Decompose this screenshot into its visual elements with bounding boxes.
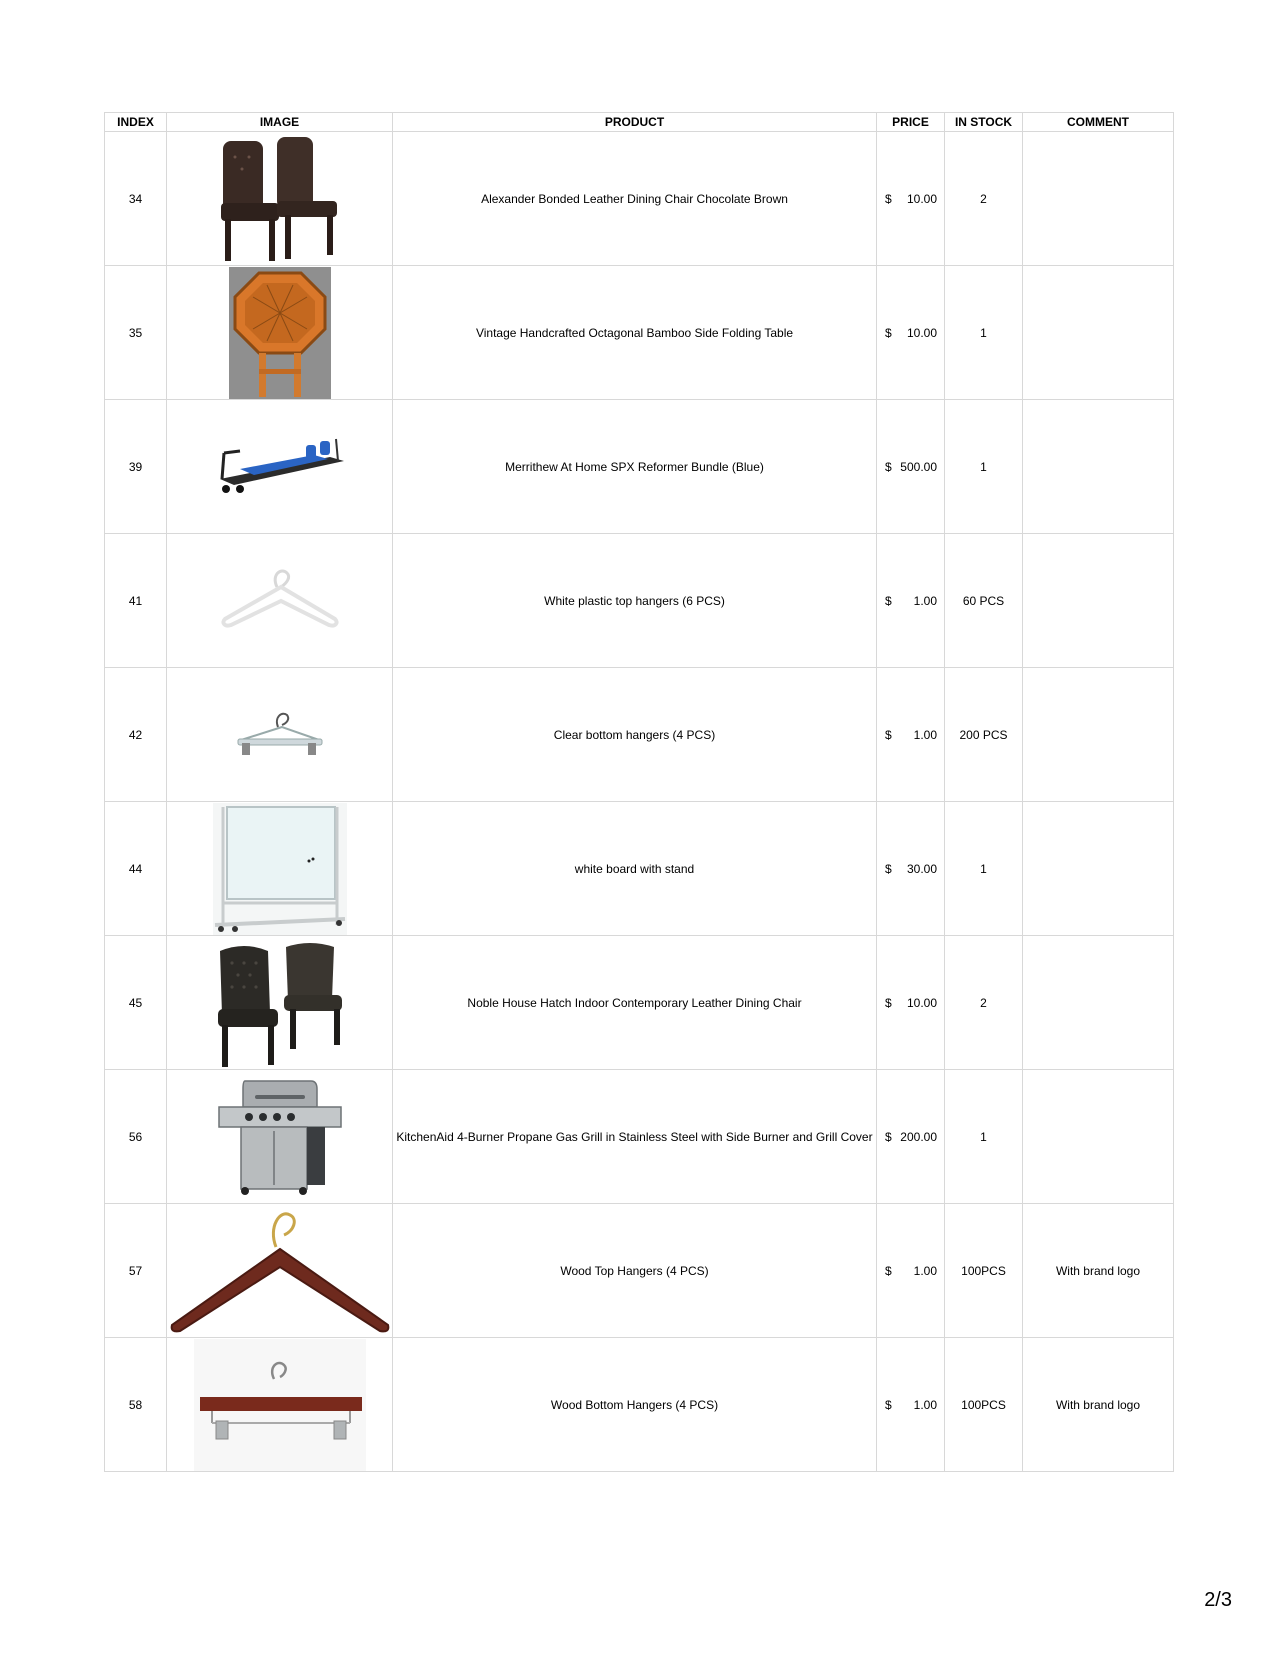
price-amount: 10.00: [906, 995, 937, 1010]
product-table: [104, 112, 1174, 1472]
currency-symbol: $: [885, 459, 892, 474]
stock-cell: 200 PCS: [945, 668, 1023, 802]
image-cell: [167, 400, 393, 534]
product-cell: Vintage Handcrafted Octagonal Bamboo Side Folding Table: [393, 266, 877, 400]
table-row: [105, 132, 1174, 266]
header-comment: COMMENT: [1023, 113, 1174, 132]
image-cell: [167, 668, 393, 802]
image-cell: [167, 1204, 393, 1338]
index-cell: 35: [105, 266, 167, 400]
price-amount: 10.00: [906, 325, 937, 340]
stock-cell: 1: [945, 1070, 1023, 1204]
product-cell: Wood Bottom Hangers (4 PCS): [393, 1338, 877, 1472]
index-cell: 41: [105, 534, 167, 668]
index-cell: 34: [105, 132, 167, 266]
stock-cell: 2: [945, 936, 1023, 1070]
index-cell: 39: [105, 400, 167, 534]
price-amount: 1.00: [913, 1397, 937, 1412]
currency-symbol: $: [885, 191, 892, 206]
tufted-leather-dining-chairs-image: [214, 937, 346, 1069]
product-cell: Alexander Bonded Leather Dining Chair Chocolate Brown: [393, 132, 877, 266]
price-cell: [877, 668, 945, 802]
price-amount: 500.00: [900, 459, 937, 474]
header-image: IMAGE: [167, 113, 393, 132]
stock-cell: 60 PCS: [945, 534, 1023, 668]
header-row: [105, 113, 1174, 132]
currency-symbol: $: [885, 325, 892, 340]
image-cell: [167, 132, 393, 266]
currency-symbol: $: [885, 593, 892, 608]
currency-symbol: $: [885, 1263, 892, 1278]
comment-cell: [1023, 668, 1174, 802]
price-cell: [877, 1204, 945, 1338]
wood-bottom-hanger-image: [194, 1339, 366, 1471]
index-cell: 56: [105, 1070, 167, 1204]
header-index: INDEX: [105, 113, 167, 132]
image-cell: [167, 1338, 393, 1472]
price-cell: [877, 1338, 945, 1472]
stock-cell: 100PCS: [945, 1338, 1023, 1472]
table-row: [105, 802, 1174, 936]
price-amount: 1.00: [913, 1263, 937, 1278]
comment-cell: [1023, 400, 1174, 534]
product-cell: KitchenAid 4-Burner Propane Gas Grill in Stainless Steel with Side Burner and Grill Cover: [393, 1070, 877, 1204]
comment-cell: [1023, 132, 1174, 266]
index-cell: 58: [105, 1338, 167, 1472]
image-cell: [167, 1070, 393, 1204]
price-cell: [877, 802, 945, 936]
octagonal-bamboo-folding-table-image: [229, 267, 331, 399]
table-row: [105, 1204, 1174, 1338]
comment-cell: [1023, 1070, 1174, 1204]
comment-cell: [1023, 802, 1174, 936]
price-cell: [877, 266, 945, 400]
currency-symbol: $: [885, 995, 892, 1010]
stock-cell: 1: [945, 802, 1023, 936]
header-price: PRICE: [877, 113, 945, 132]
product-cell: Wood Top Hangers (4 PCS): [393, 1204, 877, 1338]
wood-top-hanger-image: [168, 1205, 392, 1337]
table-row: [105, 400, 1174, 534]
image-cell: [167, 266, 393, 400]
product-cell: White plastic top hangers (6 PCS): [393, 534, 877, 668]
product-cell: Merrithew At Home SPX Reformer Bundle (Blue): [393, 400, 877, 534]
index-cell: 44: [105, 802, 167, 936]
price-amount: 10.00: [906, 191, 937, 206]
price-amount: 200.00: [900, 1129, 937, 1144]
whiteboard-stand-image: [213, 803, 347, 935]
price-amount: 30.00: [906, 861, 937, 876]
header-in-stock: IN STOCK: [945, 113, 1023, 132]
price-cell: [877, 400, 945, 534]
comment-cell: With brand logo: [1023, 1204, 1174, 1338]
product-cell: Clear bottom hangers (4 PCS): [393, 668, 877, 802]
header-product: PRODUCT: [393, 113, 877, 132]
table-row: [105, 1338, 1174, 1472]
brown-leather-dining-chairs-image: [215, 133, 345, 265]
stock-cell: 2: [945, 132, 1023, 266]
comment-cell: [1023, 936, 1174, 1070]
stock-cell: 100PCS: [945, 1204, 1023, 1338]
currency-symbol: $: [885, 861, 892, 876]
comment-cell: [1023, 266, 1174, 400]
index-cell: 42: [105, 668, 167, 802]
table-row: [105, 1070, 1174, 1204]
price-cell: [877, 1070, 945, 1204]
product-cell: white board with stand: [393, 802, 877, 936]
white-plastic-hanger-image: [215, 561, 345, 641]
image-cell: [167, 534, 393, 668]
image-cell: [167, 802, 393, 936]
product-cell: Noble House Hatch Indoor Contemporary Leather Dining Chair: [393, 936, 877, 1070]
index-cell: 45: [105, 936, 167, 1070]
table-row: [105, 266, 1174, 400]
table-row: [105, 936, 1174, 1070]
comment-cell: With brand logo: [1023, 1338, 1174, 1472]
pilates-reformer-image: [210, 427, 350, 507]
clear-bottom-hanger-image: [230, 705, 330, 765]
table-row: [105, 534, 1174, 668]
page-number: 2/3: [1204, 1589, 1232, 1611]
index-cell: 57: [105, 1204, 167, 1338]
price-cell: [877, 132, 945, 266]
image-cell: [167, 936, 393, 1070]
currency-symbol: $: [885, 727, 892, 742]
price-cell: [877, 534, 945, 668]
comment-cell: [1023, 534, 1174, 668]
price-cell: [877, 936, 945, 1070]
currency-symbol: $: [885, 1397, 892, 1412]
price-amount: 1.00: [913, 727, 937, 742]
currency-symbol: $: [885, 1129, 892, 1144]
stock-cell: 1: [945, 400, 1023, 534]
gas-grill-image: [215, 1077, 345, 1197]
price-amount: 1.00: [913, 593, 937, 608]
table-row: [105, 668, 1174, 802]
stock-cell: 1: [945, 266, 1023, 400]
